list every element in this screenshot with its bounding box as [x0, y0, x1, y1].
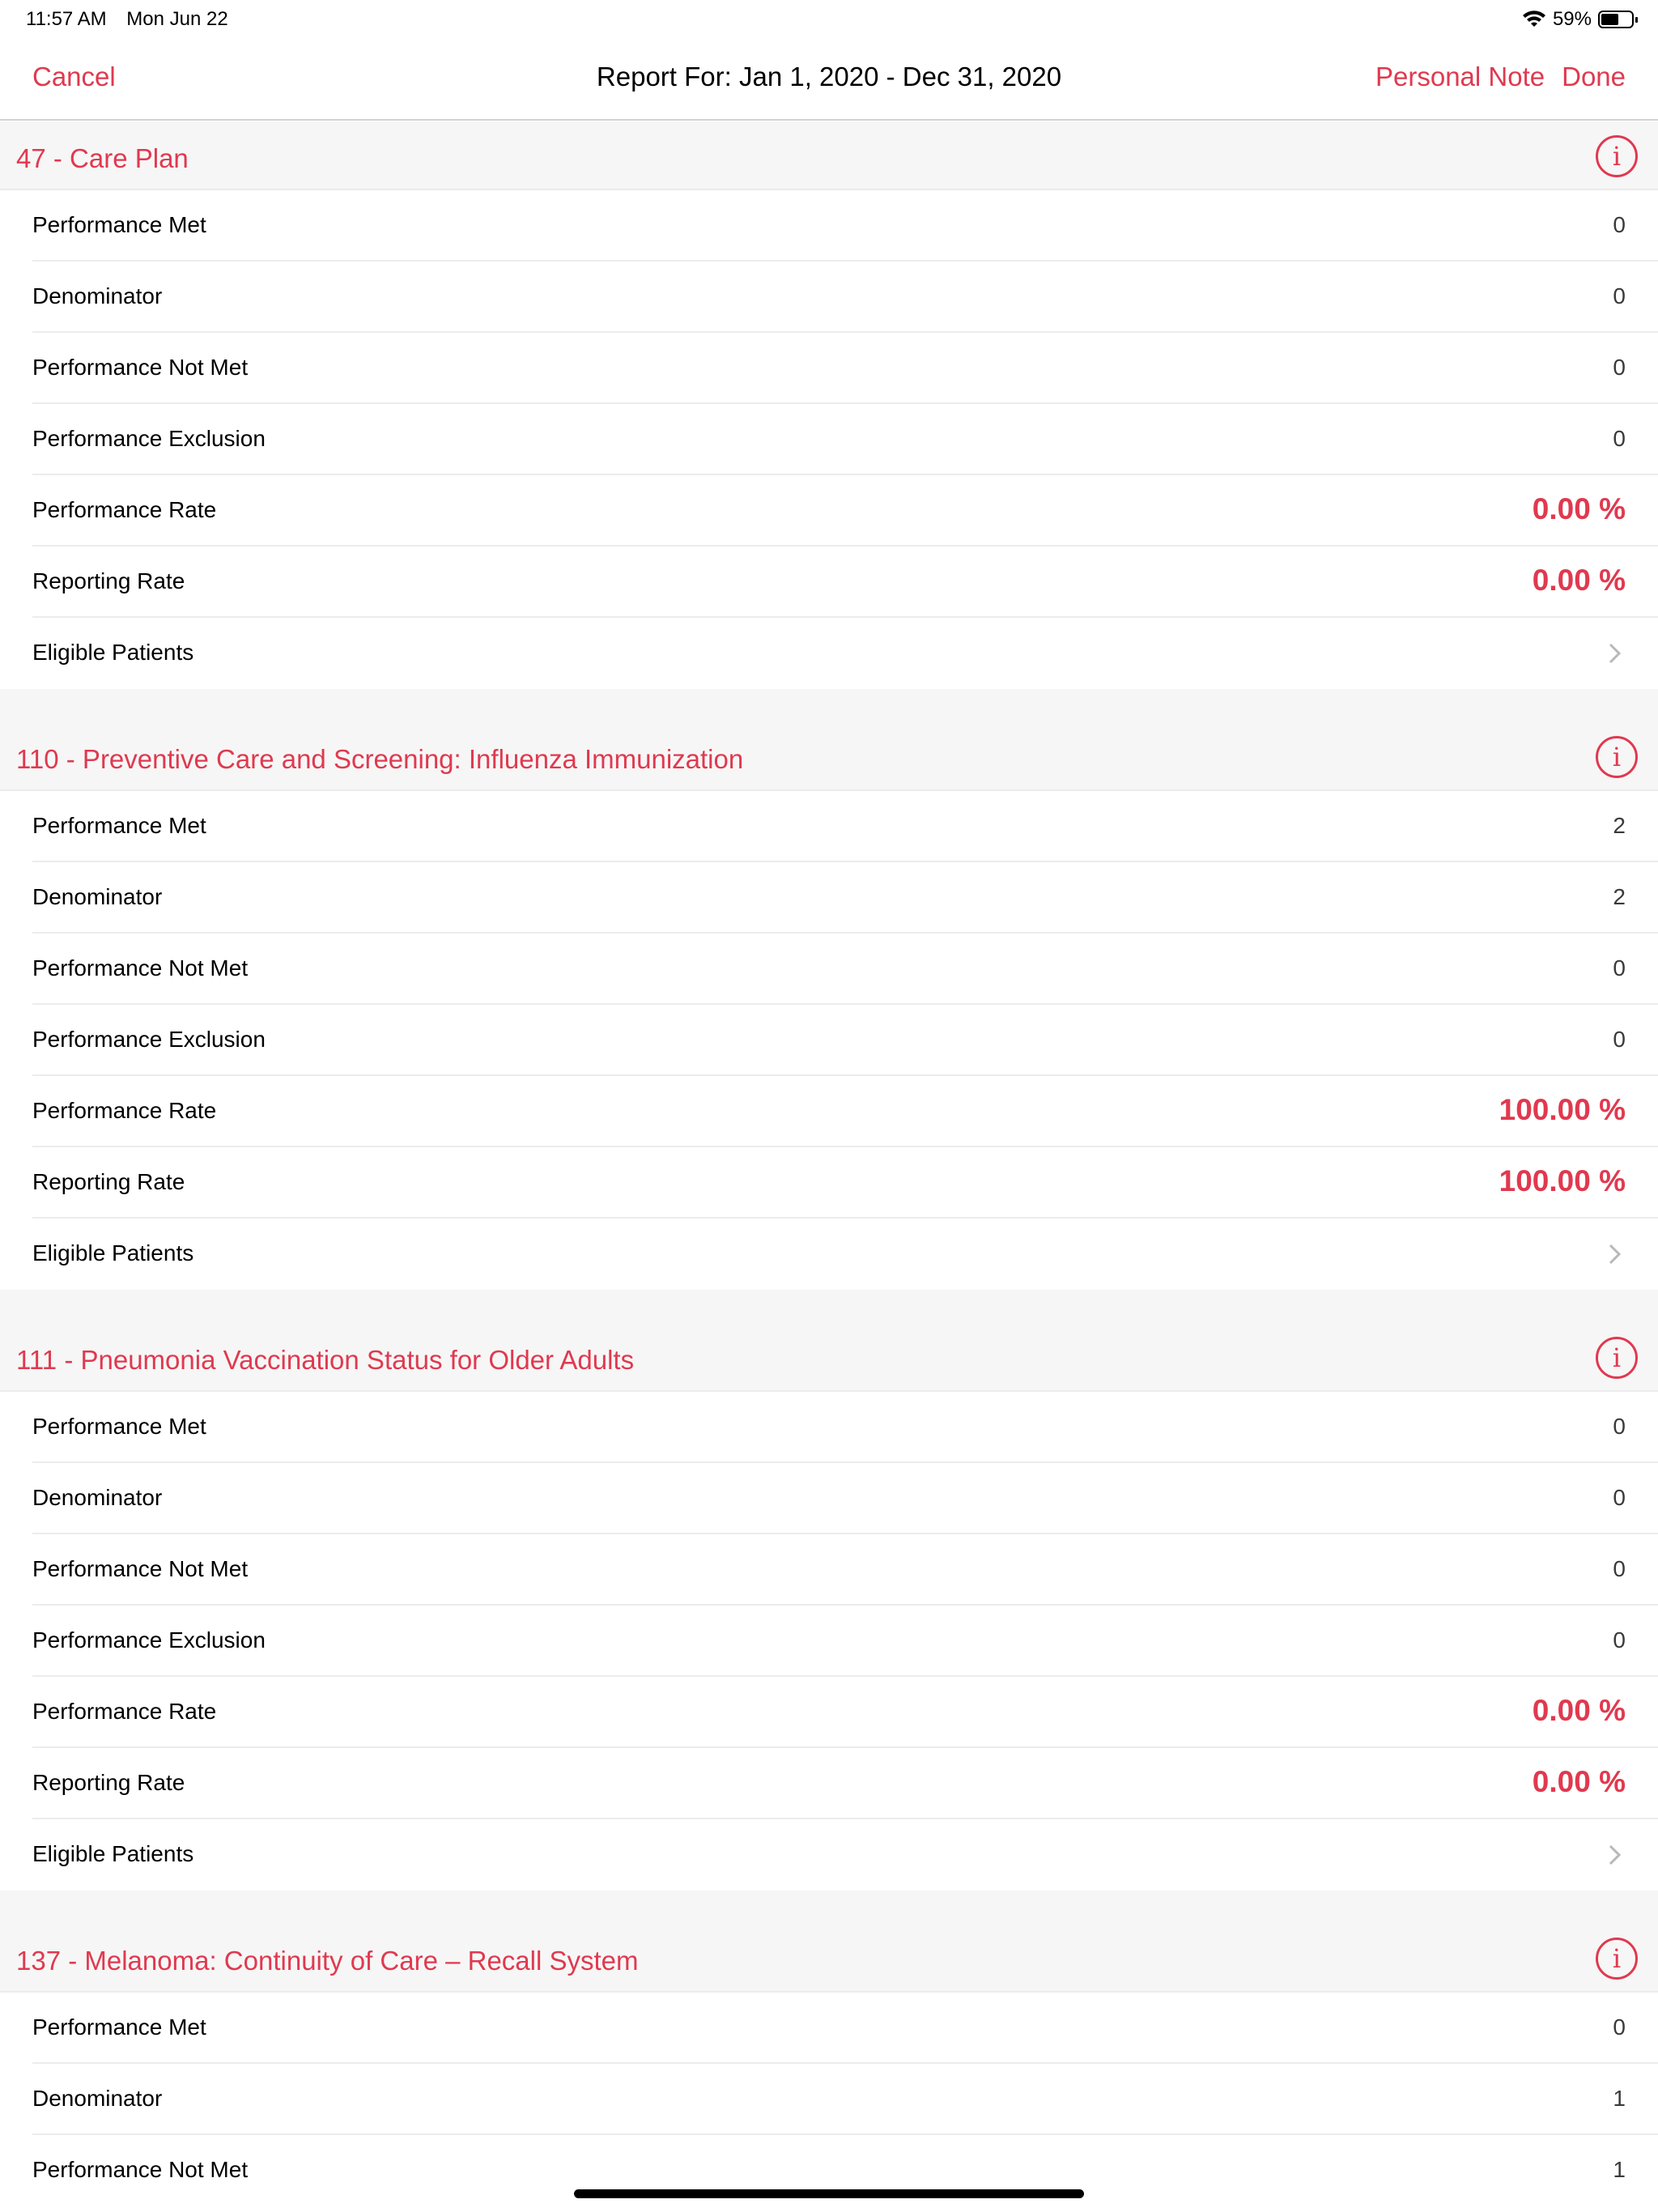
nav-right-buttons — [1375, 62, 1626, 92]
battery-percent: 59% — [1552, 8, 1592, 30]
table-row — [0, 791, 1658, 862]
count-value: 0 — [1613, 955, 1626, 981]
count-value: 0 — [1613, 1627, 1626, 1653]
status-right — [1522, 8, 1634, 31]
rate-value: 100.00 % — [1499, 1093, 1626, 1126]
row-label: Performance Met — [32, 212, 206, 237]
status-bar — [0, 0, 1658, 39]
row-label: Performance Rate — [32, 1699, 217, 1724]
page-title: Report For: Jan 1, 2020 - Dec 31, 2020 — [596, 62, 1062, 91]
rate-value: 0.00 % — [1532, 1694, 1626, 1727]
row-label: Reporting Rate — [32, 568, 185, 593]
row-label: Reporting Rate — [32, 1770, 185, 1795]
section-title: 110 - Preventive Care and Screening: Influenza Immunization — [16, 744, 744, 774]
count-value: 0 — [1613, 283, 1626, 308]
section-header — [0, 1891, 1658, 1993]
section-title: 137 - Melanoma: Continuity of Care – Recall System — [16, 1946, 639, 1976]
row-label: Performance Not Met — [32, 955, 249, 981]
row-label: Performance Met — [32, 2014, 206, 2040]
chevron-right-icon — [1608, 642, 1622, 665]
row-label: Denominator — [32, 884, 163, 909]
rate-value: 0.00 % — [1532, 564, 1626, 597]
row-label: Denominator — [32, 2086, 163, 2111]
row-label: Performance Not Met — [32, 1556, 249, 1581]
row-label: Performance Not Met — [32, 2157, 249, 2182]
section-header — [0, 1290, 1658, 1392]
status-date: Mon Jun 22 — [126, 8, 228, 30]
count-value: 1 — [1613, 2086, 1626, 2111]
count-value: 0 — [1613, 2014, 1626, 2040]
eligible-patients-row[interactable] — [0, 1219, 1658, 1290]
count-value: 0 — [1613, 426, 1626, 451]
count-value: 0 — [1613, 1485, 1626, 1510]
status-left — [26, 8, 243, 31]
section-header — [0, 689, 1658, 791]
table-row — [0, 1606, 1658, 1677]
count-value: 0 — [1613, 1556, 1626, 1581]
row-label: Performance Exclusion — [32, 1627, 266, 1653]
section-title: 111 - Pneumonia Vaccination Status for Older Adults — [16, 1345, 635, 1375]
table-row — [0, 1993, 1658, 2064]
table-row — [0, 1748, 1658, 1819]
table-row — [0, 1005, 1658, 1076]
table-row — [0, 1534, 1658, 1606]
table-row — [0, 1463, 1658, 1534]
table-row — [0, 934, 1658, 1005]
table-row — [0, 333, 1658, 404]
row-label: Performance Exclusion — [32, 426, 266, 451]
count-value: 0 — [1613, 1414, 1626, 1439]
info-icon[interactable]: i — [1596, 1938, 1638, 1980]
info-icon[interactable]: i — [1596, 135, 1638, 177]
count-value: 2 — [1613, 884, 1626, 909]
eligible-patients-row[interactable] — [0, 618, 1658, 689]
navigation-bar — [0, 39, 1658, 121]
table-row — [0, 1076, 1658, 1147]
row-label: Eligible Patients — [32, 1240, 194, 1266]
info-icon[interactable]: i — [1596, 1337, 1638, 1379]
table-row — [0, 404, 1658, 475]
battery-icon — [1598, 11, 1634, 28]
info-icon[interactable]: i — [1596, 736, 1638, 778]
personal-note-button[interactable]: Personal Note — [1375, 62, 1545, 91]
count-value: 0 — [1613, 355, 1626, 380]
row-label: Eligible Patients — [32, 1841, 194, 1866]
row-label: Performance Rate — [32, 1098, 217, 1123]
home-indicator — [574, 2189, 1084, 2198]
status-time: 11:57 AM — [26, 8, 107, 30]
table-row — [0, 190, 1658, 262]
row-label: Reporting Rate — [32, 1169, 185, 1194]
count-value: 1 — [1613, 2157, 1626, 2182]
count-value: 0 — [1613, 212, 1626, 237]
row-label: Denominator — [32, 1485, 163, 1510]
rate-value: 100.00 % — [1499, 1164, 1626, 1197]
row-label: Performance Met — [32, 1414, 206, 1439]
count-value: 2 — [1613, 813, 1626, 838]
table-row — [0, 1392, 1658, 1463]
cancel-button[interactable]: Cancel — [32, 62, 116, 91]
done-button[interactable]: Done — [1562, 62, 1626, 91]
row-label: Performance Exclusion — [32, 1027, 266, 1052]
row-label: Performance Rate — [32, 497, 217, 522]
table-row — [0, 475, 1658, 547]
chevron-right-icon — [1608, 1844, 1622, 1866]
table-row — [0, 2064, 1658, 2135]
table-row — [0, 862, 1658, 934]
table-row — [0, 1677, 1658, 1748]
rate-value: 0.00 % — [1532, 1765, 1626, 1798]
row-label: Eligible Patients — [32, 640, 194, 665]
wifi-icon — [1522, 11, 1546, 28]
table-row — [0, 1147, 1658, 1219]
row-label: Denominator — [32, 283, 163, 308]
rate-value: 0.00 % — [1532, 492, 1626, 525]
table-row — [0, 547, 1658, 618]
count-value: 0 — [1613, 1027, 1626, 1052]
table-row — [0, 262, 1658, 333]
report-list[interactable] — [0, 121, 1658, 2212]
row-label: Performance Met — [32, 813, 206, 838]
eligible-patients-row[interactable] — [0, 1819, 1658, 1891]
section-header — [0, 121, 1658, 190]
row-label: Performance Not Met — [32, 355, 249, 380]
section-title: 47 - Care Plan — [16, 143, 189, 173]
chevron-right-icon — [1608, 1243, 1622, 1266]
